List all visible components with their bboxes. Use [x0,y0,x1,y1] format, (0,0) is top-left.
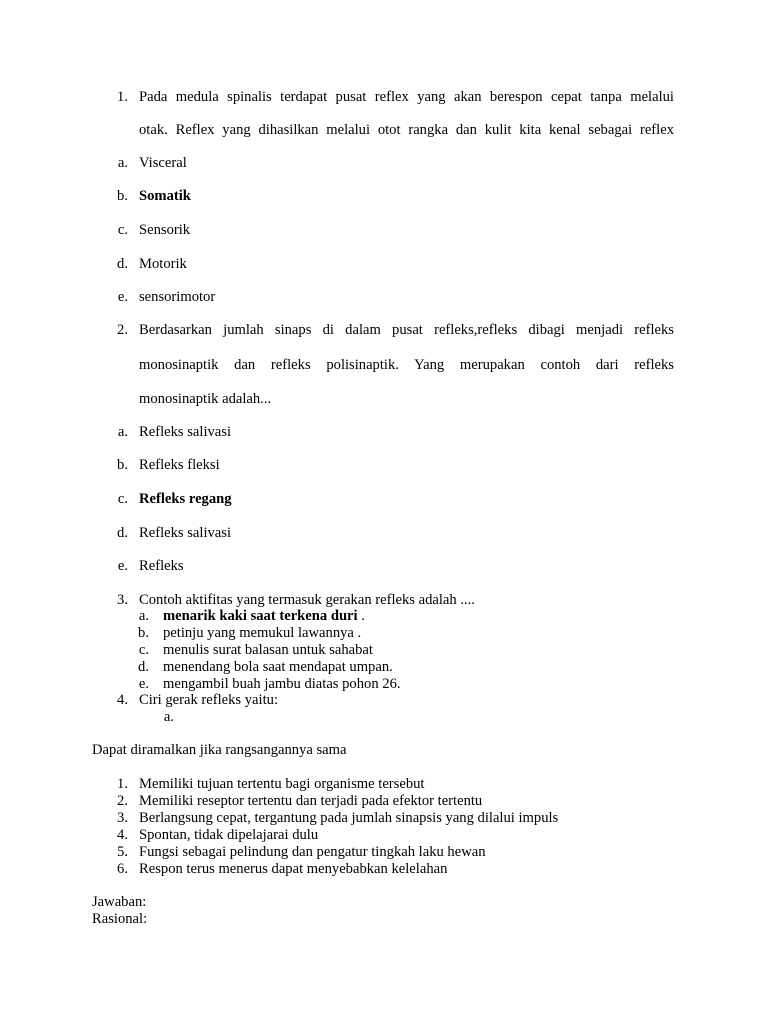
question-text-line: Berdasarkan jumlah sinaps di dalam pusat refleks,refleks dibagi menjadi refleks [139,322,674,338]
standalone-text: Dapat diramalkan jika rangsangannya sama [92,742,347,758]
option-text-correct [163,607,365,625]
question-text-line: Pada medula spinalis terdapat pusat reflex yang akan berespon cepat tanpa melalui [139,89,674,105]
list-item: Fungsi sebagai pelindung dan pengatur tingkah laku hewan [139,844,486,860]
option-letter: c. [117,222,128,238]
question-text-line: Contoh aktifitas yang termasuk gerakan refleks adalah .... [139,592,475,608]
list-number: 1. [117,776,128,792]
rationale-label: Rasional: [92,911,148,927]
option-letter: a. [138,608,149,624]
option-text-correct: Somatik [139,188,191,204]
option-text: Refleks fleksi [139,457,220,473]
option-letter: d. [117,525,128,541]
question-text-line: otak. Reflex yang dihasilkan melalui otot rangka dan kulit kita kenal sebagai reflex [139,122,674,138]
option-letter: d. [138,659,149,675]
list-number: 5. [117,844,128,860]
option-letter: a. [117,155,128,171]
option-letter: a. [163,709,174,725]
list-item: Memiliki reseptor tertentu dan terjadi pada efektor tertentu [139,793,483,809]
list-number: 6. [117,861,128,877]
option-letter: a. [117,424,128,440]
option-suffix: . [357,608,365,624]
question-text-line: monosinaptik dan refleks polisinaptik. Yang merupakan contoh dari refleks [139,357,674,373]
list-number: 2. [117,793,128,809]
option-text: sensorimotor [139,289,216,305]
option-letter: b. [117,188,128,204]
option-text: Sensorik [139,222,191,238]
option-text: menulis surat balasan untuk sahabat [163,642,373,658]
option-letter: b. [117,457,128,473]
option-letter: e. [117,558,128,574]
option-letter: d. [117,256,128,272]
list-item: Respon terus menerus dapat menyebabkan kelelahan [139,861,448,877]
option-text: Refleks salivasi [139,424,232,440]
question-number: 2. [117,322,128,338]
list-number: 4. [117,827,128,843]
option-text: menendang bola saat mendapat umpan. [163,659,393,675]
option-text: Refleks [139,558,184,574]
option-text: Motorik [139,256,187,272]
option-text: Refleks salivasi [139,525,232,541]
option-text: mengambil buah jambu diatas pohon 26. [163,676,401,692]
option-letter: b. [138,625,149,641]
option-letter: e. [138,676,149,692]
option-text: Visceral [139,155,187,171]
list-number: 3. [117,810,128,826]
question-text-line: Ciri gerak refleks yaitu: [139,692,278,708]
question-text-line: monosinaptik adalah... [139,391,272,407]
option-text: petinju yang memukul lawannya . [163,625,362,641]
option-text-correct: Refleks regang [139,491,232,507]
option-correct-answer: menarik kaki saat terkena duri [163,608,358,624]
question-number: 1. [117,89,128,105]
list-item: Berlangsung cepat, tergantung pada jumlah sinapsis yang dilalui impuls [139,810,559,826]
list-item: Spontan, tidak dipelajarai dulu [139,827,319,843]
option-letter: c. [138,642,149,658]
question-number: 4. [117,692,128,708]
option-letter: c. [117,491,128,507]
list-item: Memiliki tujuan tertentu bagi organisme tersebut [139,776,425,792]
question-number: 3. [117,592,128,608]
answer-label: Jawaban: [92,894,147,910]
option-letter: e. [117,289,128,305]
